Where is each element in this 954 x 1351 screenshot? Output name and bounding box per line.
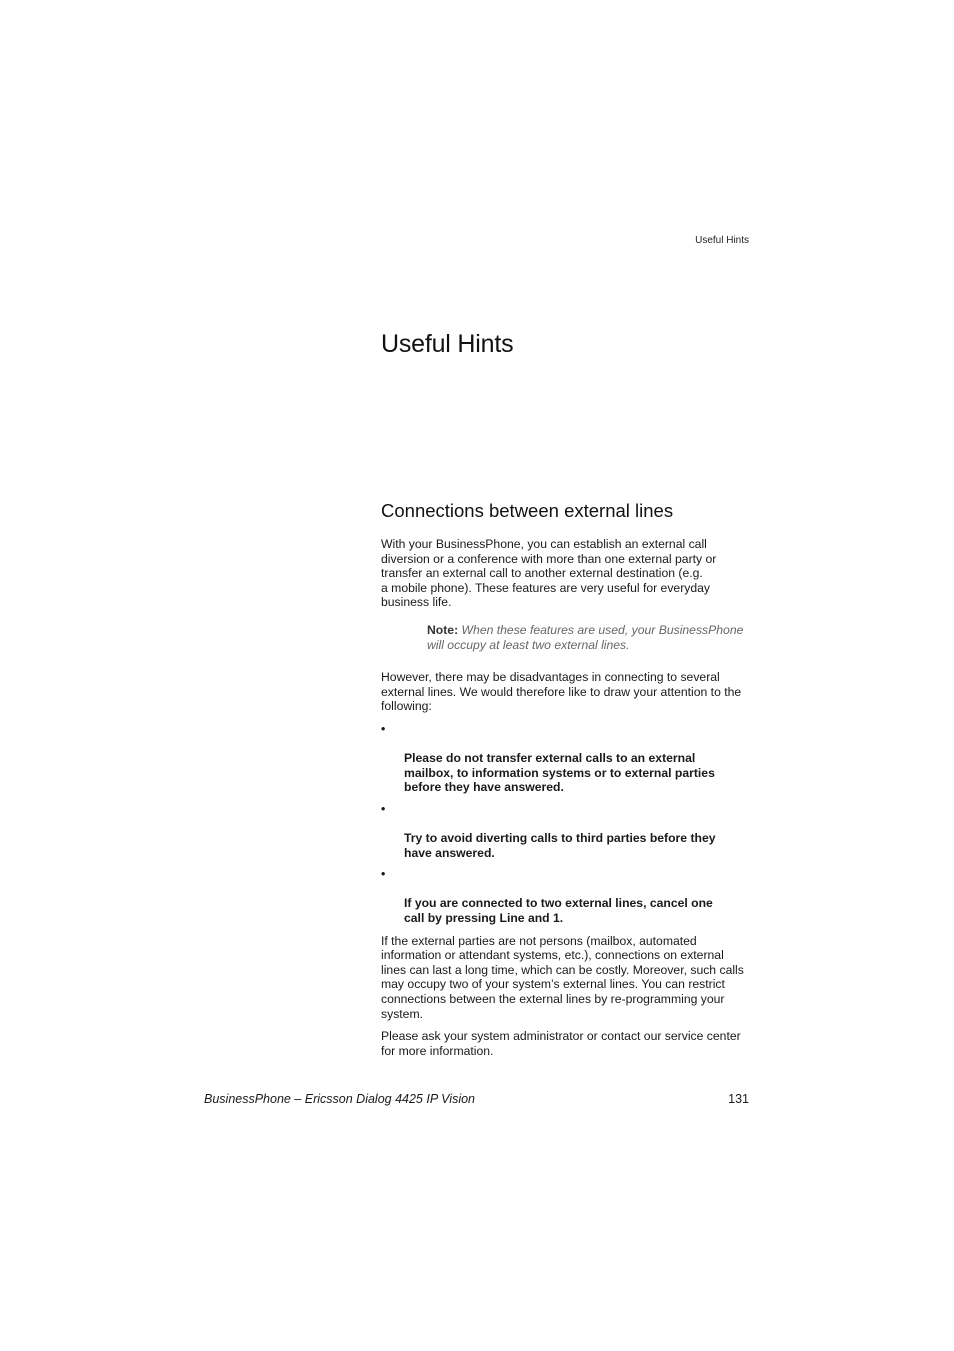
bullet-icon: • bbox=[381, 867, 386, 882]
intro-paragraph: With your BusinessPhone, you can establish an external call diversion or a conference with more than one external party or transfer an external call to another external destination (e.g. a mobile phone). These features are very useful for everyday business life. bbox=[381, 537, 717, 610]
list-item-text: If you are connected to two external lines, cancel one call by pressing Line and 1. bbox=[404, 896, 713, 926]
running-header: Useful Hints bbox=[695, 235, 749, 246]
bullet-icon: • bbox=[381, 721, 386, 736]
bullet-icon: • bbox=[381, 801, 386, 816]
note-block bbox=[427, 623, 757, 652]
footer-page-number: 131 bbox=[728, 1092, 749, 1106]
page-title: Useful Hints bbox=[381, 330, 514, 358]
note-label: Note: bbox=[427, 622, 459, 637]
list-item-text: Try to avoid diverting calls to third parties before they have answered. bbox=[404, 831, 716, 860]
note-text: When these features are used, your BusinessPhone will occupy at least two external lines. bbox=[427, 622, 744, 652]
list-item bbox=[381, 722, 751, 795]
footer-document-title: BusinessPhone – Ericsson Dialog 4425 IP Vision bbox=[204, 1092, 475, 1106]
section-heading: Connections between external lines bbox=[381, 500, 674, 521]
main-content bbox=[381, 500, 751, 1066]
cost-paragraph: If the external parties are not persons (mailbox, automated information or attendant systems, etc.), connections on external lines can last a long time, which can be costly. Moreover, such calls may occupy two of your system’s external lines. You can restrict connections between the external lines by re-programming your system. bbox=[381, 933, 744, 1021]
list-item bbox=[381, 802, 751, 860]
warning-list bbox=[381, 722, 751, 926]
list-item-text: Please do not transfer external calls to an external mailbox, to information systems or to external parties before they have answered. bbox=[404, 751, 715, 795]
contact-paragraph: Please ask your system administrator or contact our service center for more information. bbox=[381, 1029, 741, 1058]
disadvantages-paragraph: However, there may be disadvantages in connecting to several external lines. We would therefore like to draw your attention to the following: bbox=[381, 670, 742, 714]
list-item bbox=[381, 867, 751, 925]
